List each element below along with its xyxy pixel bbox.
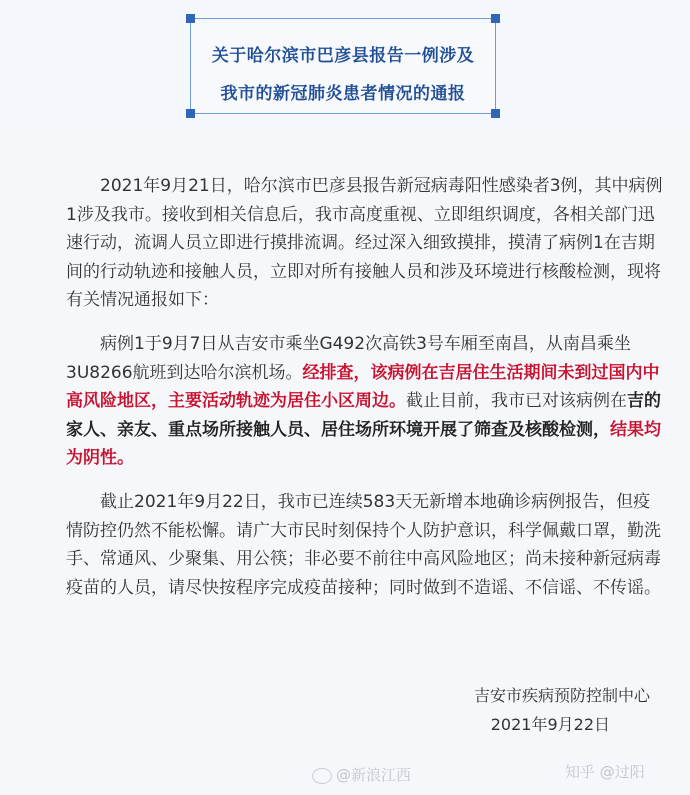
weibo-watermark: [312, 764, 411, 785]
frame-corner: [186, 14, 195, 23]
highlight-investigation: 经排查，该病例在吉居住生活期间未到过国内中高风险地区，主要活动轨迹为居住小区周边。: [66, 362, 660, 411]
zhihu-watermark: 知乎 @过阳: [565, 763, 645, 781]
weibo-watermark-text: @新浪江西: [336, 766, 412, 784]
title-line-1: 关于哈尔滨市巴彦县报告一例涉及: [211, 46, 475, 66]
title-line-2: 我市的新冠肺炎患者情况的通报: [220, 84, 466, 104]
frame-corner: [491, 109, 500, 118]
frame-corner: [186, 109, 195, 118]
paragraph-2: [66, 330, 666, 473]
highlight-screening: 吉的家人、亲友、重点场所接触人员、居住场所环境开展了筛查及核酸检测，: [66, 391, 661, 440]
paragraph-2-text: 病例1于9月7日从吉安市乘坐G492次高铁3号车厢至南昌，从南昌乘坐3U8266航班到达哈尔滨机场。: [66, 334, 631, 383]
highlight-result: 结果均为阴性。: [66, 419, 661, 468]
paragraph-1: 2021年9月21日，哈尔滨市巴彦县报告新冠病毒阳性感染者3例，其中病例1涉及我市。接收到相关信息后，我市高度重视、立即组织调度，各相关部门迅速行动，流调人员立即进行摸排流调。经过深入细致摸排，摸清了病例1在吉期间的行动轨迹和接触人员，立即对所有接触人员和涉及环境进行核酸检测，现将有关情况通报如下：: [66, 176, 663, 310]
paragraph-2-text: 截止目前，我市已对该病例在: [406, 391, 627, 411]
frame-corner: [491, 14, 500, 23]
paragraph-3: 截止2021年9月22日，我市已连续583天无新增本地确诊病例报告，但疫情防控仍然不能松懈。请广大市民时刻保持个人防护意识，科学佩戴口罩，勤洗手、常通风、少聚集、用公筷；非必要不前往中高风险地区；尚未接种新冠病毒疫苗的人员，请尽快按程序完成疫苗接种；同时做到不造谣、不信谣、不传谣。: [66, 492, 661, 598]
signature-org: 吉安市疾病预防控制中心: [473, 686, 650, 705]
signature-date: 2021年9月22日: [490, 715, 610, 734]
weibo-icon: [312, 768, 332, 784]
notice-body: [0, 125, 690, 795]
title-frame: [190, 18, 496, 114]
